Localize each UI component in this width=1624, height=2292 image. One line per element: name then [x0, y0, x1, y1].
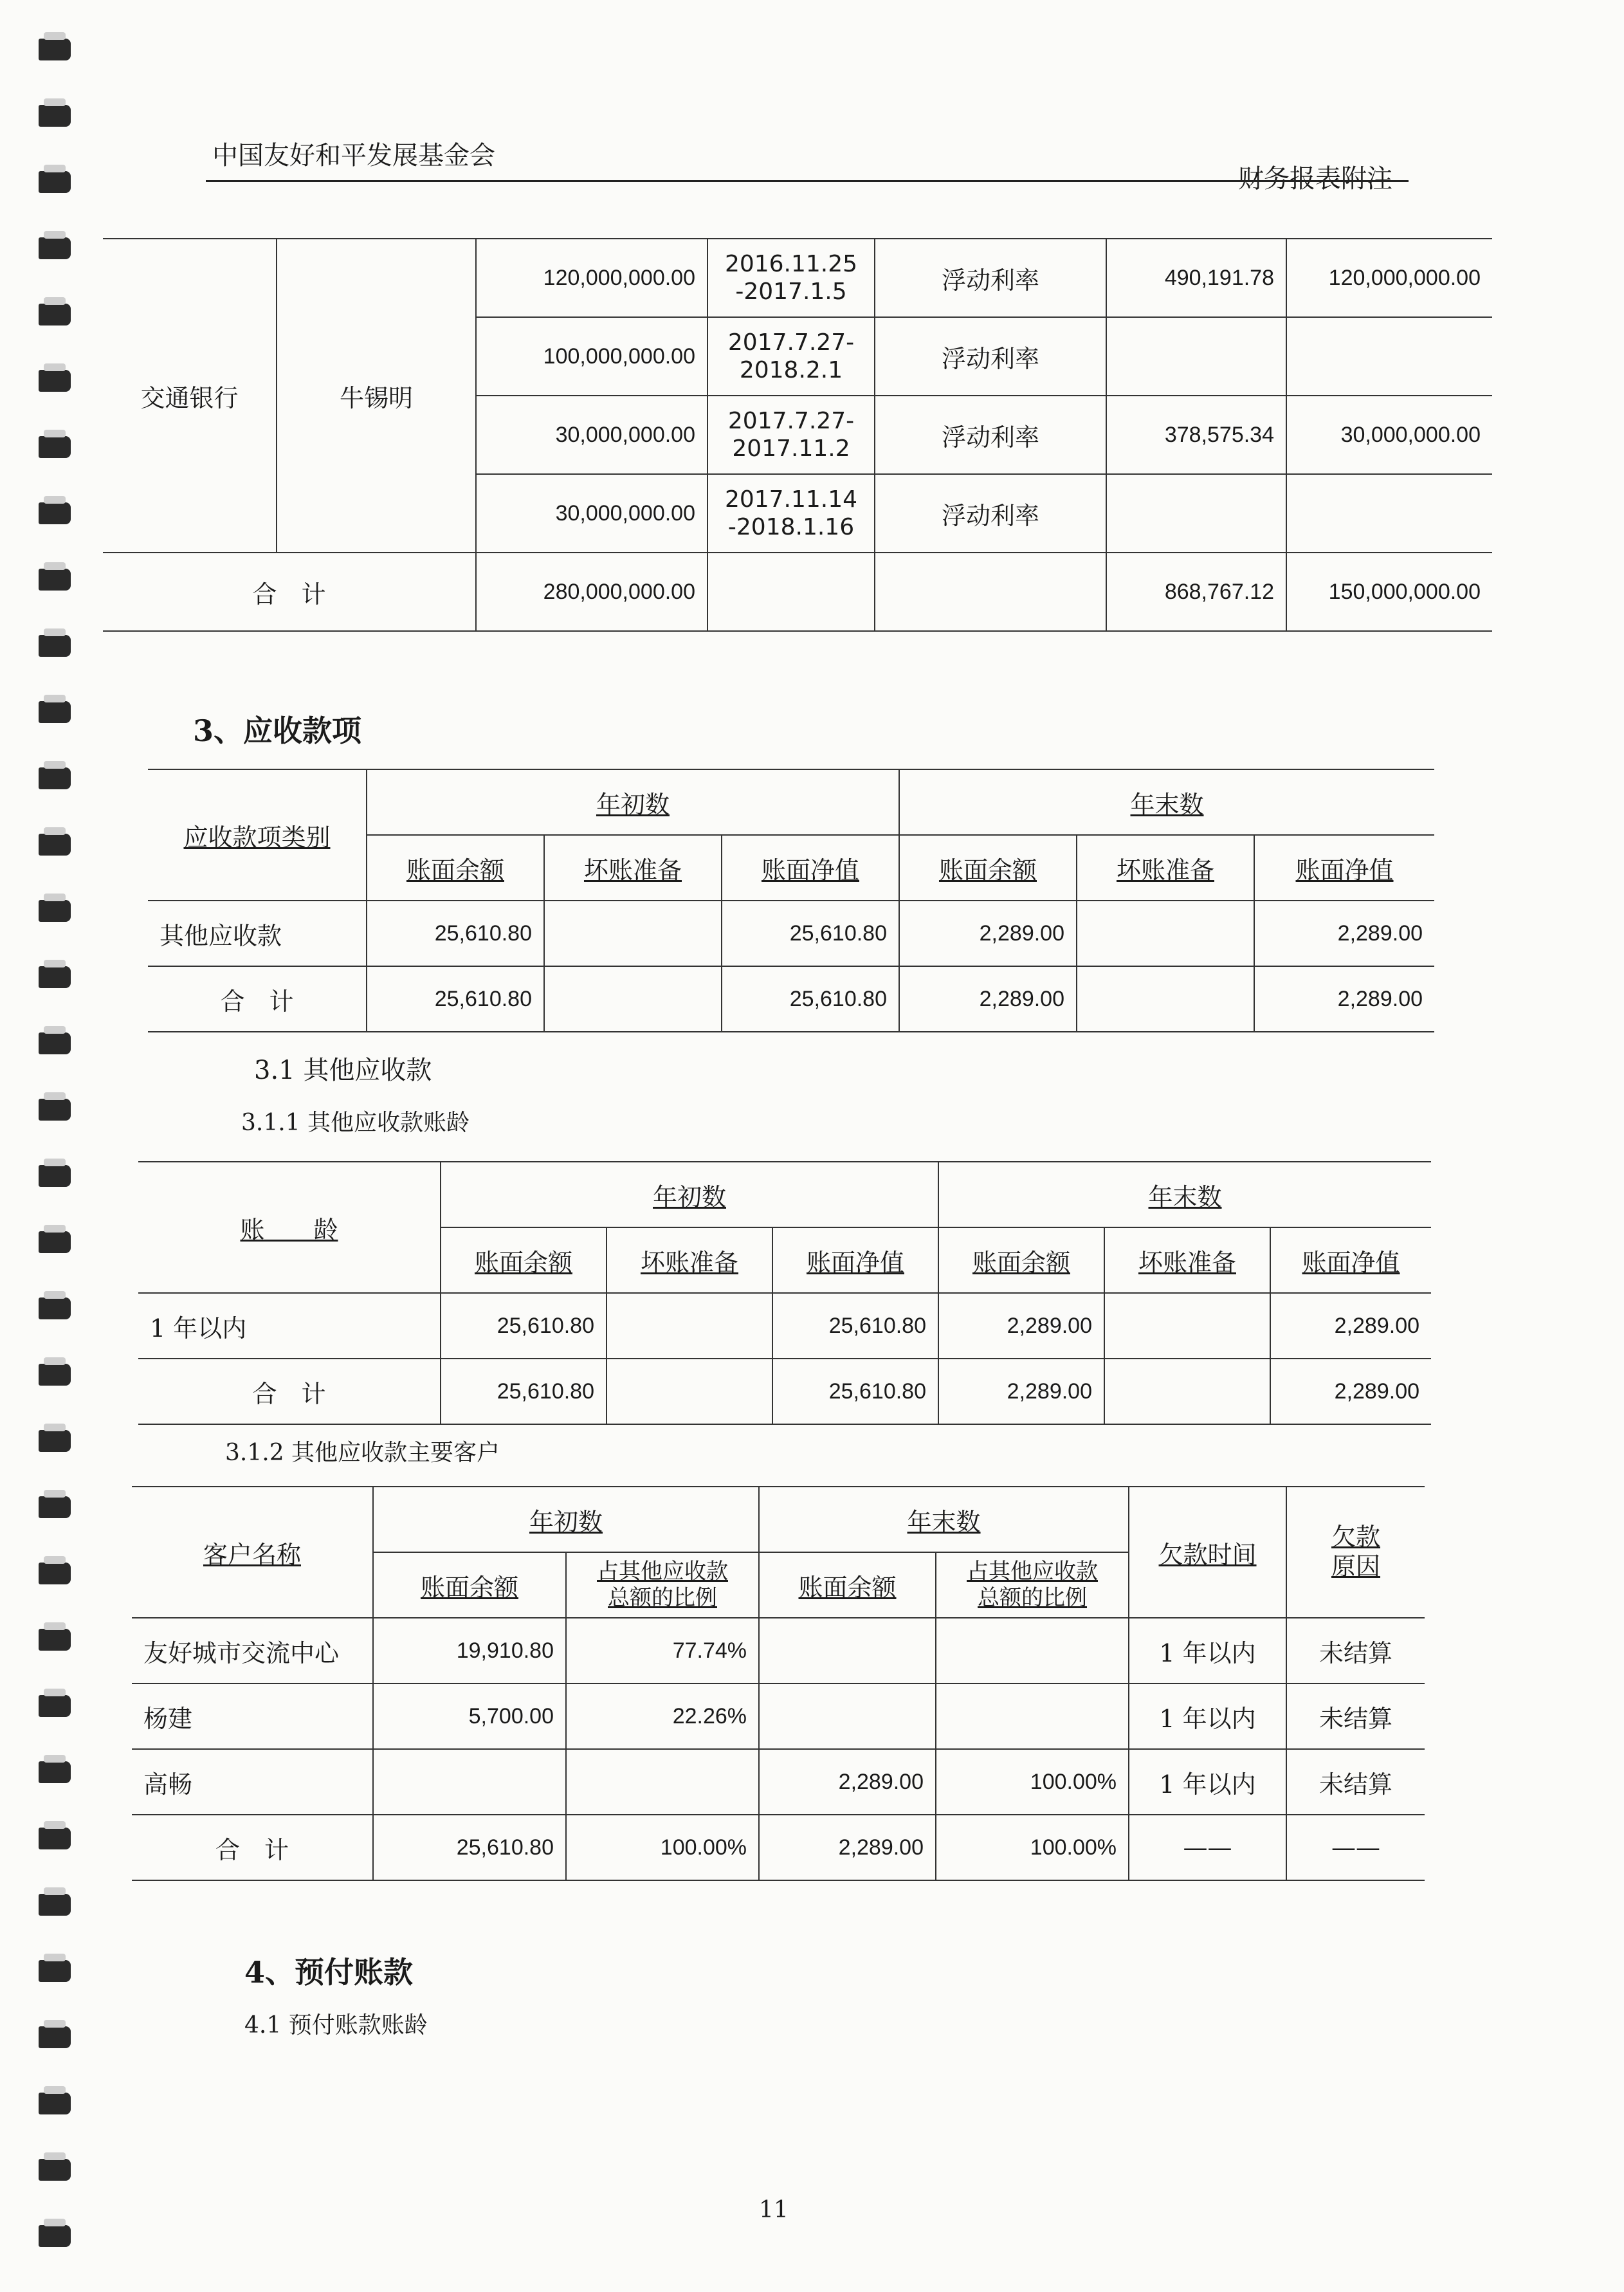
subsection-title: 3.1.2 其他应收款主要客户 — [225, 1440, 500, 1466]
amount-cell: 120,000,000.00 — [476, 239, 707, 317]
column-header: 坏账准备 — [607, 1227, 772, 1293]
value-cell — [1077, 901, 1254, 966]
value-cell: 2,289.00 — [938, 1359, 1104, 1424]
header-text: 占其他应收款 — [597, 1559, 728, 1585]
section-title: 3、应收款项 — [193, 713, 362, 748]
table-row — [103, 239, 1492, 317]
amount-cell: 100,000,000.00 — [476, 317, 707, 396]
reason-cell: 未结算 — [1286, 1618, 1425, 1683]
column-header: 账面余额 — [441, 1227, 607, 1293]
binding-hole — [39, 1231, 71, 1253]
period-start: 2017.7.27- — [727, 329, 855, 356]
period-cell — [707, 474, 875, 553]
value-cell: 2,289.00 — [899, 966, 1077, 1032]
column-header: 账 龄 — [138, 1162, 441, 1293]
period-end: -2017.1.5 — [735, 279, 847, 305]
subsection-title: 4.1 预付账款账龄 — [244, 2012, 428, 2039]
binding-hole — [39, 1563, 71, 1584]
value-cell — [759, 1618, 936, 1683]
value-cell — [1077, 966, 1254, 1032]
customers-table — [132, 1486, 1425, 1881]
value-cell: 5,700.00 — [373, 1683, 566, 1749]
group-header: 年末数 — [899, 769, 1434, 835]
binding-hole — [39, 2093, 71, 2114]
table-header-row — [132, 1487, 1425, 1552]
value-cell: 2,289.00 — [1270, 1359, 1431, 1424]
header-text: 原因 — [1331, 1552, 1381, 1581]
column-header: 客户名称 — [132, 1487, 373, 1618]
table-row-total — [148, 966, 1434, 1032]
value-cell — [936, 1683, 1129, 1749]
interest-cell — [1106, 474, 1286, 553]
binding-hole — [39, 1695, 71, 1717]
header-text: 欠款 — [1331, 1523, 1381, 1552]
subsection-title: 3.1 其他应收款 — [254, 1056, 432, 1085]
column-header: 账面净值 — [772, 1227, 938, 1293]
section-title: 4、预付账款 — [244, 1955, 414, 1990]
bank-cell: 交通银行 — [103, 239, 277, 553]
period-start: 2016.11.25 — [724, 250, 858, 277]
group-header: 年初数 — [373, 1487, 759, 1552]
table-header-row — [138, 1162, 1431, 1227]
reason-cell: 未结算 — [1286, 1749, 1425, 1815]
binding-hole — [39, 2026, 71, 2048]
binding-hole — [39, 39, 71, 60]
value-cell: 2,289.00 — [759, 1815, 936, 1880]
binding-hole — [39, 1297, 71, 1319]
interest-cell: 378,575.34 — [1106, 396, 1286, 474]
interest-cell: 868,767.12 — [1106, 553, 1286, 631]
rate-cell: 浮动利率 — [875, 474, 1106, 553]
table-row — [132, 1749, 1425, 1815]
binding-hole — [39, 1430, 71, 1452]
value-cell: 77.74% — [566, 1618, 759, 1683]
value-cell — [373, 1749, 566, 1815]
repaid-cell: 30,000,000.00 — [1286, 396, 1492, 474]
repaid-cell — [1286, 317, 1492, 396]
group-header: 年初数 — [441, 1162, 938, 1227]
binding-hole — [39, 105, 71, 127]
binding-hole — [39, 1364, 71, 1386]
value-cell: 2,289.00 — [899, 901, 1077, 966]
header-text: 总额的比例 — [978, 1585, 1088, 1611]
period-start: 2017.7.27- — [727, 407, 855, 434]
time-cell: —— — [1129, 1815, 1286, 1880]
binding-hole — [39, 1099, 71, 1121]
value-cell — [1104, 1359, 1270, 1424]
period-cell — [707, 317, 875, 396]
value-cell — [607, 1293, 772, 1359]
table-row-total — [132, 1815, 1425, 1880]
value-cell: 19,910.80 — [373, 1618, 566, 1683]
binding-hole — [39, 1496, 71, 1518]
table-row — [138, 1293, 1431, 1359]
value-cell: 25,610.80 — [367, 966, 544, 1032]
amount-cell: 30,000,000.00 — [476, 474, 707, 553]
period-end: 2017.11.2 — [732, 435, 850, 462]
binding-hole — [39, 436, 71, 458]
rate-cell: 浮动利率 — [875, 396, 1106, 474]
time-cell: 1 年以内 — [1129, 1618, 1286, 1683]
period-start: 2017.11.14 — [724, 486, 858, 513]
reason-cell: 未结算 — [1286, 1683, 1425, 1749]
column-header: 欠款时间 — [1129, 1487, 1286, 1618]
binding-hole — [39, 171, 71, 193]
group-header: 年末数 — [938, 1162, 1431, 1227]
value-cell: 25,610.80 — [722, 901, 899, 966]
table-row-total — [138, 1359, 1431, 1424]
period-cell — [707, 396, 875, 474]
time-cell: 1 年以内 — [1129, 1749, 1286, 1815]
group-header: 年末数 — [759, 1487, 1129, 1552]
binding-hole — [39, 569, 71, 591]
column-header — [936, 1552, 1129, 1618]
value-cell: 2,289.00 — [1254, 966, 1434, 1032]
loan-table — [103, 238, 1492, 632]
binding-hole — [39, 1894, 71, 1916]
total-label: 合 计 — [103, 553, 476, 631]
table-row — [132, 1683, 1425, 1749]
column-header: 坏账准备 — [544, 835, 722, 901]
column-header — [566, 1552, 759, 1618]
row-label: 合 计 — [148, 966, 367, 1032]
value-cell: 25,610.80 — [373, 1815, 566, 1880]
binding-hole — [39, 1828, 71, 1849]
binding-hole — [39, 635, 71, 657]
table-row-total — [103, 553, 1492, 631]
repaid-cell — [1286, 474, 1492, 553]
value-cell — [566, 1749, 759, 1815]
table-row — [132, 1618, 1425, 1683]
value-cell: 25,610.80 — [722, 966, 899, 1032]
row-label: 其他应收款 — [148, 901, 367, 966]
value-cell: 100.00% — [936, 1749, 1129, 1815]
binding-hole — [39, 304, 71, 325]
row-label: 合 计 — [138, 1359, 441, 1424]
binding-hole — [39, 2225, 71, 2247]
column-header: 坏账准备 — [1077, 835, 1254, 901]
table-header-row — [148, 769, 1434, 835]
column-header: 账面净值 — [1254, 835, 1434, 901]
header-org: 中国友好和平发展基金会 — [212, 141, 495, 170]
binding-hole — [39, 701, 71, 723]
column-header: 账面余额 — [759, 1552, 936, 1618]
binding-holes — [39, 39, 77, 2251]
column-header: 账面净值 — [722, 835, 899, 901]
value-cell: 2,289.00 — [759, 1749, 936, 1815]
interest-cell: 490,191.78 — [1106, 239, 1286, 317]
column-header: 账面余额 — [899, 835, 1077, 901]
period-end: 2018.2.1 — [739, 357, 843, 383]
column-header: 账面余额 — [367, 835, 544, 901]
period-cell — [707, 239, 875, 317]
binding-hole — [39, 502, 71, 524]
receivables-table — [148, 769, 1434, 1032]
value-cell — [544, 901, 722, 966]
table-row — [148, 901, 1434, 966]
binding-hole — [39, 1960, 71, 1982]
binding-hole — [39, 237, 71, 259]
reason-cell: —— — [1286, 1815, 1425, 1880]
value-cell — [1104, 1293, 1270, 1359]
column-header: 账面余额 — [373, 1552, 566, 1618]
binding-hole — [39, 1032, 71, 1054]
value-cell: 2,289.00 — [1254, 901, 1434, 966]
customer-name: 友好城市交流中心 — [132, 1618, 373, 1683]
header-text: 占其他应收款 — [967, 1559, 1099, 1585]
binding-hole — [39, 1629, 71, 1651]
column-header — [1286, 1487, 1425, 1618]
subsection-title: 3.1.1 其他应收款账龄 — [241, 1110, 470, 1136]
binding-hole — [39, 2159, 71, 2181]
person-cell: 牛锡明 — [277, 239, 476, 553]
value-cell — [544, 966, 722, 1032]
empty-cell — [875, 553, 1106, 631]
group-header: 年初数 — [367, 769, 899, 835]
binding-hole — [39, 1761, 71, 1783]
column-header: 账面余额 — [938, 1227, 1104, 1293]
header-rule — [206, 180, 1409, 182]
header-doc-title: 财务报表附注 — [1238, 164, 1392, 194]
amount-cell: 30,000,000.00 — [476, 396, 707, 474]
binding-hole — [39, 966, 71, 988]
value-cell: 25,610.80 — [441, 1359, 607, 1424]
value-cell — [607, 1359, 772, 1424]
time-cell: 1 年以内 — [1129, 1683, 1286, 1749]
binding-hole — [39, 370, 71, 392]
column-header: 应收款项类别 — [148, 769, 367, 901]
value-cell: 25,610.80 — [367, 901, 544, 966]
customer-name: 杨建 — [132, 1683, 373, 1749]
value-cell: 100.00% — [566, 1815, 759, 1880]
value-cell — [936, 1618, 1129, 1683]
value-cell: 25,610.80 — [441, 1293, 607, 1359]
column-header: 坏账准备 — [1104, 1227, 1270, 1293]
row-label: 合 计 — [132, 1815, 373, 1880]
column-header: 账面净值 — [1270, 1227, 1431, 1293]
interest-cell — [1106, 317, 1286, 396]
value-cell: 2,289.00 — [938, 1293, 1104, 1359]
binding-hole — [39, 1165, 71, 1187]
value-cell: 2,289.00 — [1270, 1293, 1431, 1359]
binding-hole — [39, 900, 71, 922]
value-cell: 100.00% — [936, 1815, 1129, 1880]
value-cell: 22.26% — [566, 1683, 759, 1749]
repaid-cell: 150,000,000.00 — [1286, 553, 1492, 631]
customer-name: 高畅 — [132, 1749, 373, 1815]
binding-hole — [39, 767, 71, 789]
period-end: -2018.1.16 — [727, 514, 855, 540]
value-cell: 25,610.80 — [772, 1293, 938, 1359]
page-number: 11 — [759, 2197, 789, 2223]
rate-cell: 浮动利率 — [875, 317, 1106, 396]
rate-cell: 浮动利率 — [875, 239, 1106, 317]
amount-cell: 280,000,000.00 — [476, 553, 707, 631]
value-cell: 25,610.80 — [772, 1359, 938, 1424]
empty-cell — [707, 553, 875, 631]
aging-table — [138, 1161, 1431, 1425]
repaid-cell: 120,000,000.00 — [1286, 239, 1492, 317]
binding-hole — [39, 834, 71, 856]
header-text: 总额的比例 — [608, 1585, 717, 1611]
value-cell — [759, 1683, 936, 1749]
row-label: 1 年以内 — [138, 1293, 441, 1359]
